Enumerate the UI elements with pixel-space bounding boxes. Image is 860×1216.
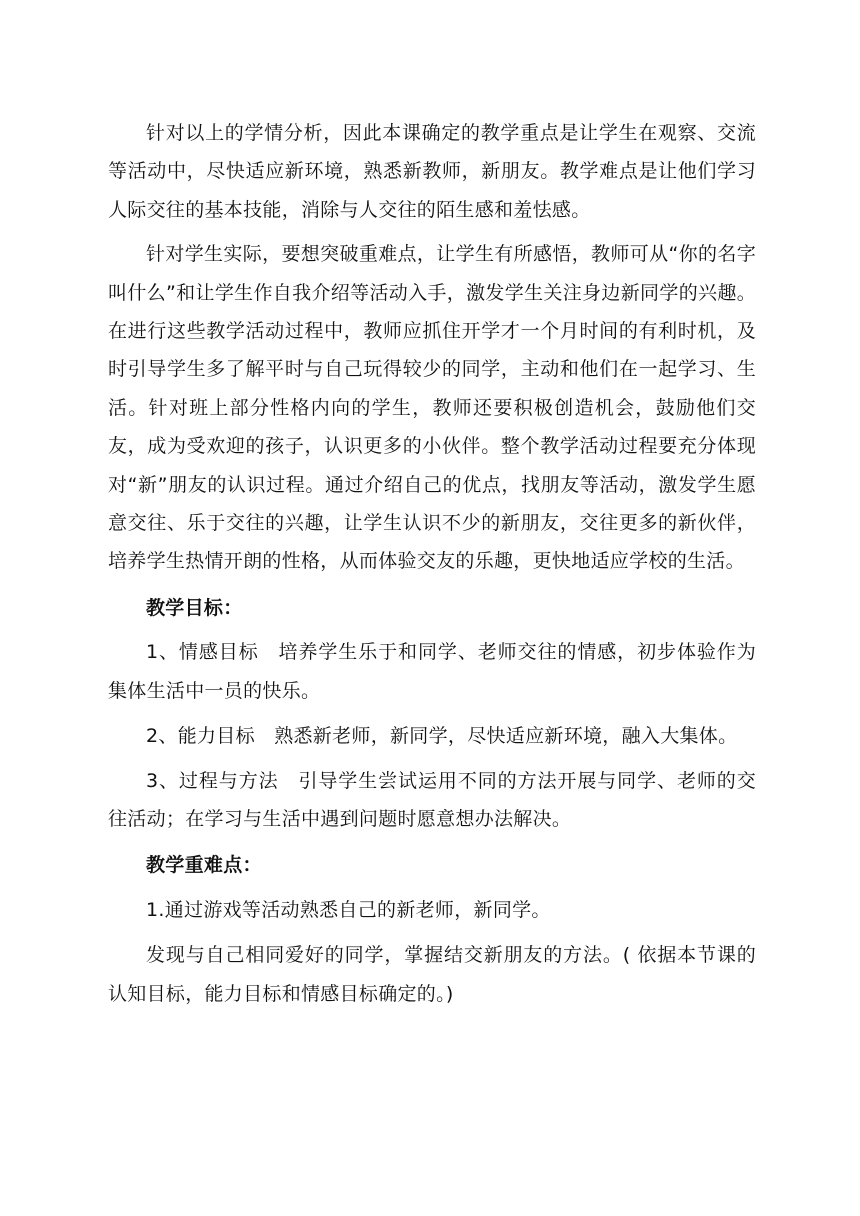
heading-key-difficult-points: 教学重难点： (146, 854, 262, 877)
paragraph-analysis: 针对以上的学情分析，因此本课确定的教学重点是让学生在观察、交流等活动中，尽快适应新环境，熟悉新教师，新朋友。教学难点是让他们学习人际交往的基本技能，消除与人交往的陌生感和羞怯感。 (108, 122, 756, 221)
heading-teaching-goals: 教学目标： (146, 596, 243, 619)
goal-process-method: 3、过程与方法 引导学生尝试运用不同的方法开展与同学、老师的交往活动；在学习与生活中遇到问题时愿意想办法解决。 (108, 769, 756, 830)
goal-emotion: 1、情感目标 培养学生乐于和同学、老师交往的情感，初步体验作为集体生活中一员的快乐。 (108, 641, 756, 702)
paragraph-approach: 针对学生实际，要想突破重难点，让学生有所感悟，教师可从“你的名字叫什么”和让学生作自我介绍等活动入手，激发学生关注身边新同学的兴趣。在进行这些教学活动过程中，教师应抓住开学才一个月时间的有利时机，及时引导学生多了解平时与自己玩得较少的同学，主动和他们在一起学习、生活。针对班上部分性格内向的学生，教师还要积极创造机会，鼓励他们交友，成为受欢迎的孩子，认识更多的小伙伴。整个教学活动过程要充分体现对“新”朋友的认识过程。通过介绍自己的优点，找朋友等活动，激发学生愿意交往、乐于交往的兴趣，让学生认识不少的新朋友，交往更多的新伙伴，培养学生热情开朗的性格，从而体验交友的乐趣，更快地适应学校的生活。 (108, 243, 756, 573)
keypoint-friends: 发现与自己相同爱好的同学，掌握结交新朋友的方法。( 依据本节课的认知目标，能力目标和情感目标确定的。) (108, 944, 756, 1005)
document-page (108, 114, 756, 1013)
keypoint-games: 1.通过游戏等活动熟悉自己的新老师，新同学。 (146, 898, 551, 921)
goal-ability: 2、能力目标 熟悉新老师，新同学，尽快适应新环境，融入大集体。 (146, 725, 738, 748)
